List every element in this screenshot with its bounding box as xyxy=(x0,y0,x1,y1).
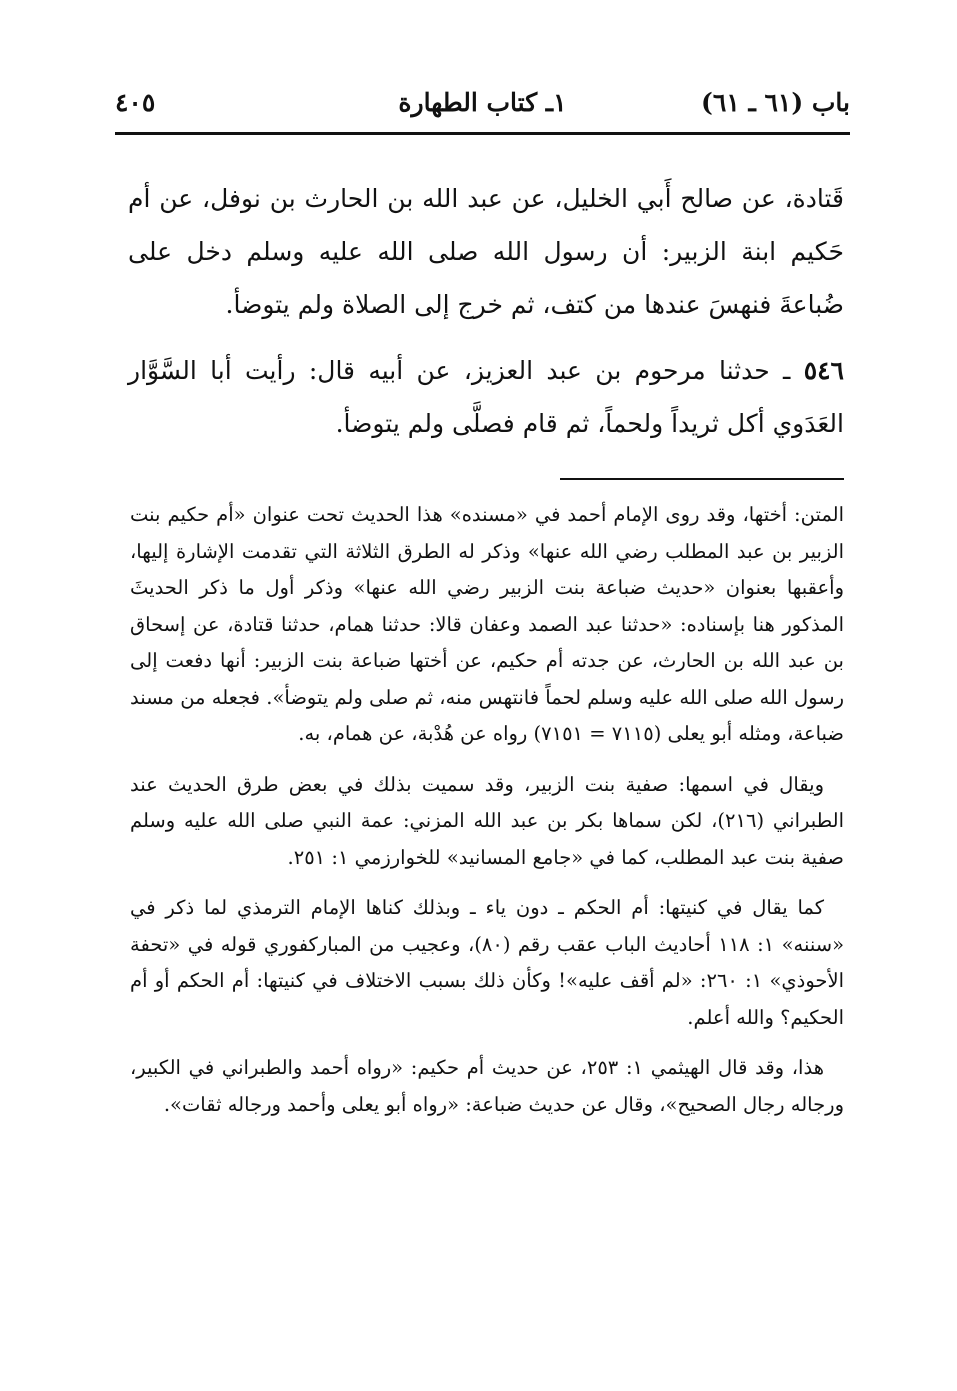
footnote-paragraph: ويقال في اسمها: صفية بنت الزبير، وقد سميت بذلك في بعض طرق الحديث عند الطبراني (٢١٦)، لكن سماها بكر بن عبد الله المزني: عمة النبي صلى الله عليه وسلم صفية بنت عبد المطلب، كما في «جامع المسانيد» للخوارزمي ١: ٢٥١. xyxy=(130,772,845,869)
footnote-paragraph: كما يقال في كنيتها: أم الحكم ـ دون ياء ـ وبذلك كناها الإمام الترمذي لما ذكر في «سننه» ١: ١١٨ أحاديث الباب عقب رقم (٨٠)، وعجيب من المباركفوري قوله في «تحفة الأحوذي» ١: ٢٦٠: «لم أقف عليه»! وكأن ذلك بسبب الاختلاف في كنيتها: أم الحكم أو أم الحكيم؟ والله أعلم. xyxy=(130,896,844,1029)
chapter-range: باب (٦١ ـ ٦١) xyxy=(701,88,850,117)
footnotes xyxy=(130,497,844,1137)
footnote-rule xyxy=(560,478,844,480)
main-text xyxy=(128,172,844,463)
book-title: ١ـ كتاب الطهارة xyxy=(398,88,567,117)
footnote-paragraph: المتن: أختها، وقد روى الإمام أحمد في «مسنده» هذا الحديث تحت عنوان «أم حكيم بنت الزبير بن عبد المطلب رضي الله عنها» وذكر له الطرق الثلاثة التي تقدمت الإشارة إليها، وأعقبها بعنوان «حديث ضباعة بنت الزبير رضي الله عنها» وذكر أول ما ذكر الحديثَ المذكور هنا بإسناده: «حدثنا عبد الصمد وعفان قالا: حدثنا همام، حدثنا قتادة، عن إسحاق بن عبد الله بن الحارث، عن جدته أم حكيم، عن أختها ضباعة بنت الزبير: أنها دفعت إلى رسول الله صلى الله عليه وسلم لحماً فانتهس منه، ثم صلى ولم يتوضأ». فجعله من مسند ضباعة، ومثله أبو يعلى (٧١١٥ = ٧١٥١) رواه عن هُدْبة، عن همام، به. xyxy=(130,503,844,745)
page-number: ٤٠٥ xyxy=(115,88,156,117)
hadith-text: ـ حدثنا مرحوم بن عبد العزيز، عن أبيه قال: رأيت أبا السَّوَّار العَدَوي أكل ثريداً ولحماً، ثم قام فصلَّى ولم يتوضأ. xyxy=(128,356,844,438)
main-paragraph: قَتادة، عن صالح أَبي الخليل، عن عبد الله بن الحارث بن نوفل، عن أم حَكيم ابنة الزبير: أن رسول الله صلى الله عليه وسلم دخل على ضُباعةَ فنهسَ عندها من كتف، ثم خرج إلى الصلاة ولم يتوضأ. xyxy=(128,184,844,319)
hadith-number: ٥٤٦ xyxy=(803,356,844,385)
header-rule xyxy=(115,132,850,135)
footnote-paragraph: هذا، وقد قال الهيثمي ١: ٢٥٣، عن حديث أم حكيم: «رواه أحمد والطبراني في الكبير، ورجاله رجال الصحيح»، وقال عن حديث ضباعة: «رواه أبو يعلى وأحمد ورجاله ثقات». xyxy=(130,1056,844,1116)
running-header xyxy=(115,78,850,130)
hadith-paragraph xyxy=(128,344,844,450)
